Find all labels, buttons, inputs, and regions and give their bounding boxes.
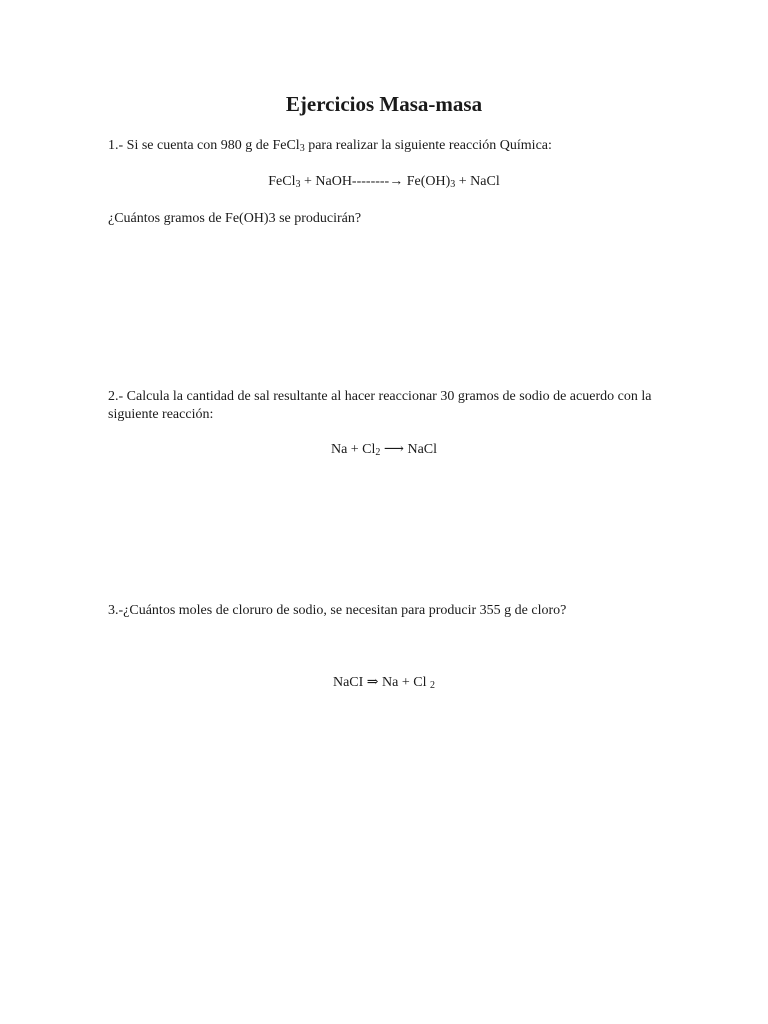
page-title: Ejercicios Masa-masa [285, 92, 483, 116]
exercise-3-eq-sub-1: 2 [430, 680, 435, 691]
exercise-2-eq-sub-1: 2 [375, 447, 381, 458]
exercise-1-eq-product-2: + NaCl [455, 174, 500, 189]
exercise-2-equation [0, 441, 768, 459]
exercise-1-eq-reactant-1: FeCl [268, 174, 296, 189]
exercise-1-prompt [108, 137, 668, 155]
exercise-1-eq-product-1: Fe(OH) [403, 174, 451, 189]
exercise-1-question: ¿Cuántos gramos de Fe(OH)3 se producirán? [108, 211, 362, 226]
exercise-1-prompt-subscript: 3 [299, 143, 305, 154]
exercise-2-eq-reactants: Na + Cl [330, 442, 376, 457]
exercise-1-eq-sub-2: 3 [450, 179, 456, 190]
exercise-3-prompt: 3.-¿Cuántos moles de cloruro de sodio, se necesitan para producir 355 g de cloro? [108, 603, 567, 618]
exercise-2-prompt: 2.- Calcula la cantidad de sal resultante al hacer reaccionar 30 gramos de sodio de acuerdo con la siguiente reacción: [108, 389, 652, 422]
exercise-3-equation [0, 674, 768, 692]
exercise-1-eq-reactant-2: + NaOH-------- [300, 174, 390, 189]
exercise-1-prompt-text: 1.- Si se cuenta con 980 g de FeCl [108, 138, 300, 153]
exercise-3-eq-text: NaCI ⇒ Na + Cl [332, 675, 430, 690]
exercise-1-eq-sub-1: 3 [295, 179, 301, 190]
exercise-2-eq-products: ⟶ NaCl [380, 442, 438, 457]
reaction-arrow-icon: → [389, 174, 404, 189]
exercise-1-prompt-text-end: para realizar la siguiente reacción Química: [304, 138, 552, 153]
exercise-1-equation [0, 173, 768, 191]
